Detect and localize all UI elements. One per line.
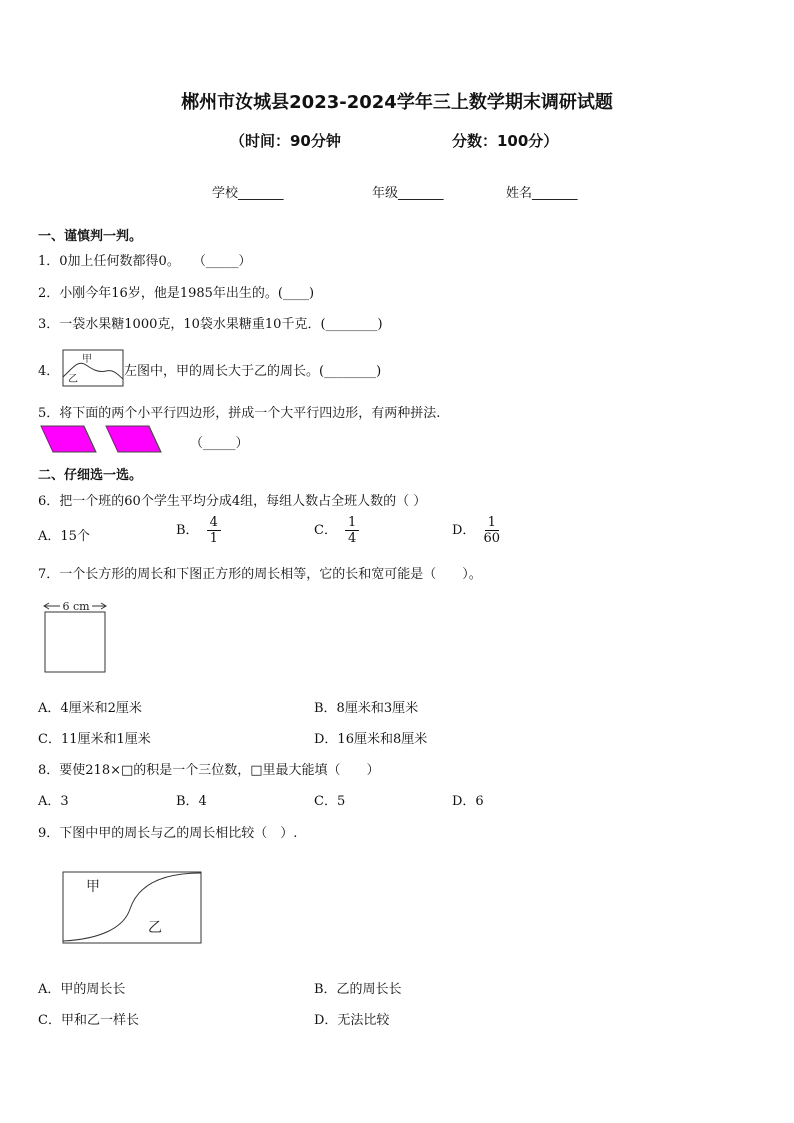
figure-label-yi: 乙 [68,374,78,385]
exam-time: （时间：90分钟 [230,132,341,150]
q7-option-c[interactable]: C．11厘米和1厘米 [38,732,151,747]
option-prefix: B． [176,523,199,538]
fraction [345,515,359,546]
section-1-heading: 一、谨慎判一判。 [38,229,143,244]
q6-option-d[interactable] [452,515,500,546]
figure-label-jia: 甲 [86,879,100,895]
page-title: 郴州市汝城县2023-2024学年三上数学期末调研试题 [181,92,613,113]
q7-option-a[interactable]: A．4厘米和2厘米 [38,701,142,716]
option-prefix: D． [452,523,476,538]
question-5-blank: （_____） [190,436,249,451]
fraction [483,515,500,546]
parallelogram-shape [106,426,161,452]
figure-label-jia: 甲 [82,354,92,365]
q8-option-d[interactable]: D．6 [452,794,484,809]
exam-score: 分数：100分） [452,132,559,150]
q9-option-c[interactable]: C．甲和乙一样长 [38,1013,139,1028]
q7-option-d[interactable]: D．16厘米和8厘米 [314,732,428,747]
dimension-label: 6 cm [62,600,90,613]
denominator: 4 [347,531,357,546]
q9-option-d[interactable]: D．无法比较 [314,1013,390,1028]
numerator: 4 [207,515,221,531]
question-2: 2．小刚今年16岁，他是1985年出生的。(____) [38,286,315,301]
numerator: 1 [485,515,499,531]
question-9: 9．下图中甲的周长与乙的周长相比较（ ）. [38,826,298,841]
question-8: 8．要使218×□的积是一个三位数，□里最大能填（ ） [38,763,380,778]
q6-option-a[interactable]: A．15个 [38,529,90,544]
question-3: 3．一袋水果糖1000克，10袋水果糖重10千克．(________) [38,317,383,332]
question-9-figure [62,871,204,945]
question-1: 1．0加上任何数都得0。 （_____） [38,254,252,269]
parallelogram-shape [41,426,96,452]
question-7: 7．一个长方形的周长和下图正方形的周长相等，它的长和宽可能是（ ）。 [38,567,482,582]
school-label: 学校 [212,186,239,201]
q7-option-b[interactable]: B．8厘米和3厘米 [314,701,419,716]
square-shape [45,612,105,672]
school-blank: _______ [238,186,284,201]
denominator: 1 [209,531,218,546]
q8-option-b[interactable]: B．4 [176,794,207,809]
q8-option-a[interactable]: A．3 [38,794,69,809]
fraction [207,515,221,546]
figure-label-yi: 乙 [148,920,162,936]
question-4-number: 4． [38,364,60,379]
question-5-figure [40,424,162,454]
grade-label: 年级 [372,186,399,201]
question-6: 6．把一个班的60个学生平均分成4组，每组人数占全班人数的（ ） [38,494,427,509]
question-4-figure [62,349,124,387]
q9-option-b[interactable]: B．乙的周长长 [314,982,402,997]
grade-field[interactable] [372,182,444,201]
name-label: 姓名 [506,186,533,201]
question-7-figure [40,598,110,674]
q6-option-b[interactable] [176,515,221,546]
grade-blank: _______ [398,186,444,201]
name-field[interactable] [506,182,578,201]
question-5: 5．将下面的两个小平行四边形，拼成一个大平行四边形，有两种拼法. [38,406,441,421]
denominator: 60 [483,531,500,546]
q9-option-a[interactable]: A．甲的周长长 [38,982,126,997]
q6-option-c[interactable] [314,515,359,546]
section-2-heading: 二、仔细选一选。 [38,468,143,483]
question-4: 左图中，甲的周长大于乙的周长。(________) [124,364,382,379]
q8-option-c[interactable]: C．5 [314,794,346,809]
numerator: 1 [345,515,359,531]
option-prefix: C． [314,523,337,538]
school-field[interactable] [212,182,284,201]
name-blank: _______ [532,186,578,201]
